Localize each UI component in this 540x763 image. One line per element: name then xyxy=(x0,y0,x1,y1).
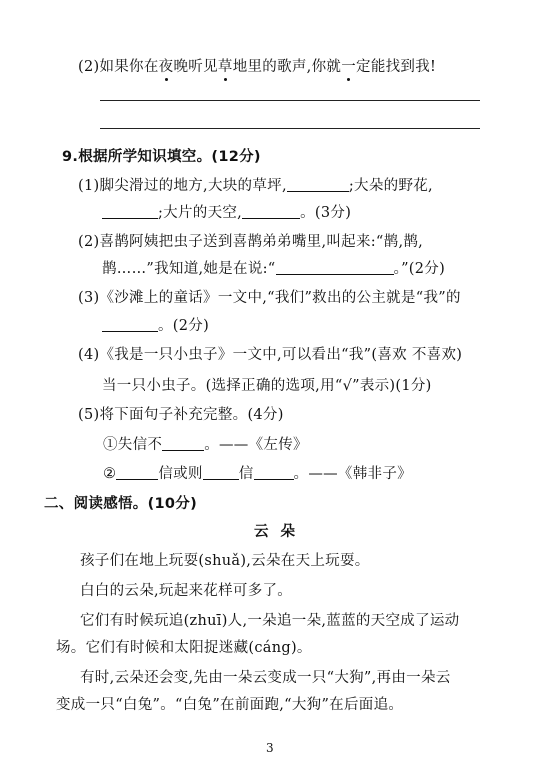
fill-blank[interactable] xyxy=(242,204,300,219)
answer-line[interactable] xyxy=(100,128,480,129)
emphasis-char: 一 xyxy=(341,59,357,75)
fill-blank[interactable] xyxy=(162,436,204,451)
fill-blank[interactable] xyxy=(287,177,349,192)
q9-2-line1: (2)喜鹊阿姨把虫子送到喜鹊弟弟嘴里,叫起来:“鹊,鹊, xyxy=(78,234,424,250)
passage-paragraph-4-line1: 有时,云朵还会变,先由一朵云变成一只“大狗”,再由一朵云 xyxy=(80,670,451,686)
answer-line[interactable] xyxy=(100,100,480,101)
question-8-2: (2)如果你在夜晚听见草地里的歌声,你就一定能找到我! xyxy=(78,59,437,75)
emphasis-char: 夜 xyxy=(158,59,174,75)
passage-title: 云朵 xyxy=(254,524,307,540)
q9-3-line2: 。(2分) xyxy=(102,314,209,335)
q9-2-line2: 鹊……”我知道,她是在说:“ 。”(2分) xyxy=(102,261,446,277)
passage-paragraph-3-line1: 它们有时候玩追(zhuī)人,一朵追一朵,蓝蓝的天空成了运动 xyxy=(80,613,460,629)
fill-blank[interactable] xyxy=(102,204,158,219)
q9-1-line1: (1)脚尖滑过的地方,大块的草坪, ;大朵的野花, xyxy=(78,178,433,194)
passage-paragraph-1: 孩子们在地上玩耍(shuǎ),云朵在天上玩耍。 xyxy=(80,553,370,569)
q9-4-line1: (4)《我是一只小虫子》一文中,可以看出“我”(喜欢 不喜欢) xyxy=(78,347,463,363)
q9-5-line1: (5)将下面句子补充完整。(4分) xyxy=(78,407,284,423)
q9-1-line2: ;大片的天空, 。(3分) xyxy=(102,201,351,222)
sub-number: (2) xyxy=(78,59,100,75)
passage-paragraph-4-line2: 变成一只“白兔”。“白兔”在前面跑,“大狗”在后面追。 xyxy=(56,697,404,713)
passage-paragraph-2: 白白的云朵,玩起来花样可多了。 xyxy=(80,583,293,599)
q9-5-a: ①失信不 。——《左传》 xyxy=(103,437,308,453)
q9-4-line2: 当一只小虫子。(选择正确的选项,用“√”表示)(1分) xyxy=(102,378,432,394)
passage-paragraph-3-line2: 场。它们有时候和太阳捉迷藏(cáng)。 xyxy=(56,640,312,656)
part-2-heading: 二、阅读感悟。(10分) xyxy=(44,496,198,512)
fill-blank[interactable] xyxy=(276,260,394,275)
fill-blank[interactable] xyxy=(254,465,294,480)
page-number: 3 xyxy=(266,741,274,755)
q9-5-b: ② 信或则 信 。——《韩非子》 xyxy=(103,466,412,482)
fill-blank[interactable] xyxy=(203,465,239,480)
q9-3-line1: (3)《沙滩上的童话》一文中,“我们”救出的公主就是“我”的 xyxy=(78,290,461,306)
fill-blank[interactable] xyxy=(102,317,158,332)
fill-blank[interactable] xyxy=(116,465,158,480)
question-9-heading: 9.根据所学知识填空。(12分) xyxy=(62,149,261,165)
emphasis-char: 草 xyxy=(217,59,233,75)
